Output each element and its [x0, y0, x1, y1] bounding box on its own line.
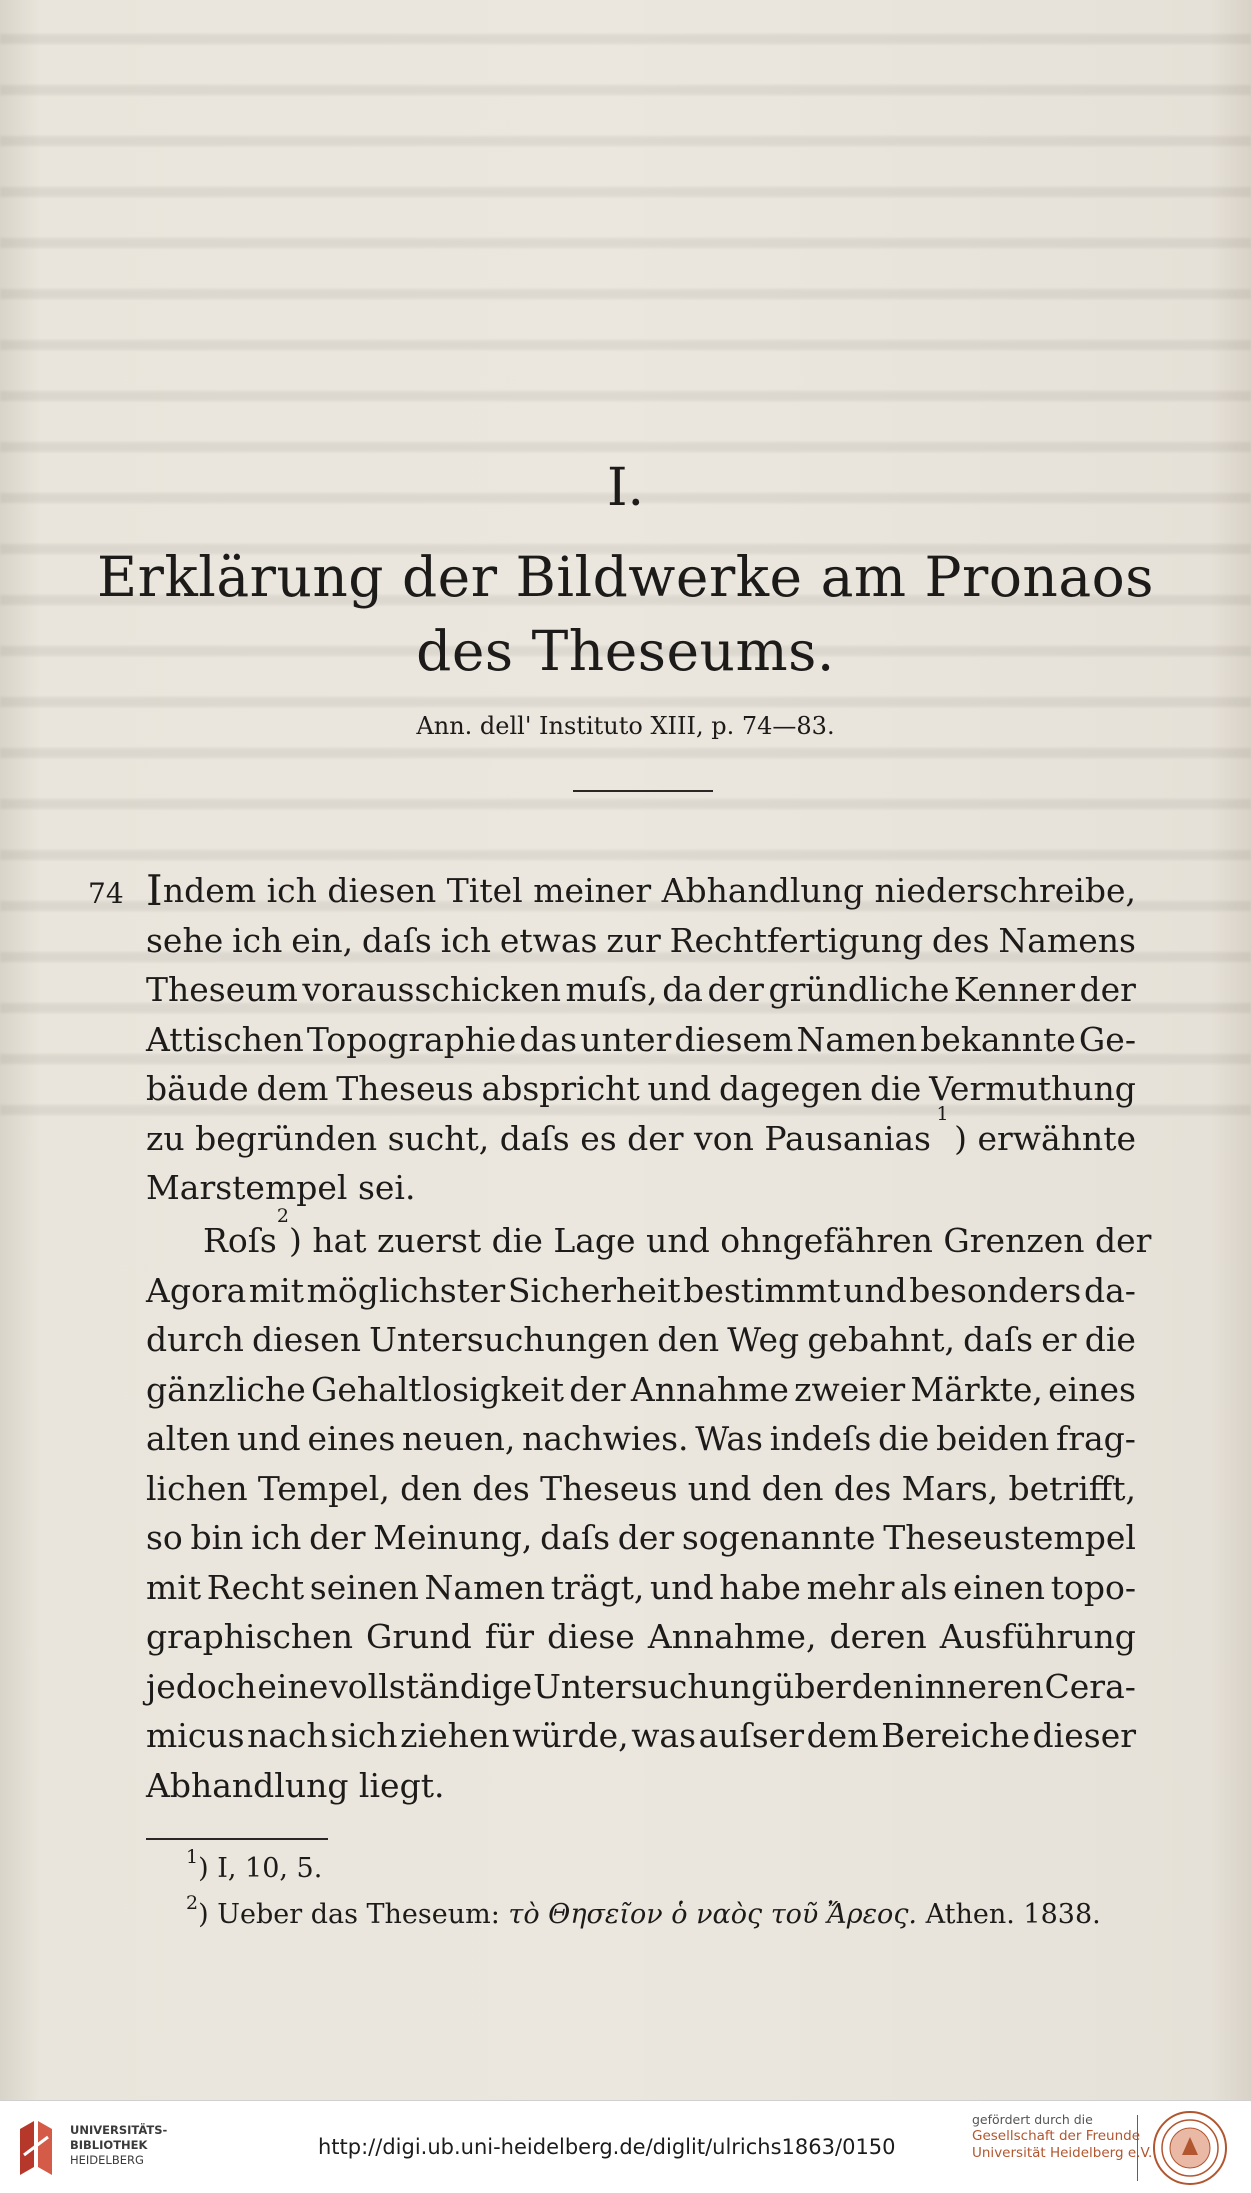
line-text: Roſs 2 ) hat zuerst die Lage und ohngefähren Grenzen der	[203, 1216, 1136, 1266]
text-line: micus nach sich ziehen würde, was auſser dem Bereiche dieser	[146, 1716, 1136, 1755]
funding-credit: gefördert durch die Gesellschaft der Freunde Universität Heidelberg e.V.	[972, 2112, 1153, 2161]
text-line	[146, 1205, 1152, 1266]
text-line: Theseum vorausschicken muſs, da der gründliche Kenner der	[146, 970, 1136, 1009]
title-divider	[573, 790, 713, 792]
text-line: lichen Tempel, den des Theseus und den des Mars, betrifft,	[146, 1468, 1136, 1508]
text-line: so bin ich der Meinung, daſs der sogenannte Theseustempel	[146, 1518, 1136, 1557]
ub-heidelberg-logo-icon	[14, 2115, 60, 2179]
line-text: I ndem ich diesen Titel meiner Abhandlung niederschreibe,	[146, 866, 1136, 915]
text-line: Abhandlung liegt.	[146, 1765, 445, 1805]
permalink-url[interactable]: http://digi.ub.uni-heidelberg.de/diglit/ulrichs1863/0150	[318, 2135, 896, 2159]
text-line	[146, 866, 1136, 916]
text-line: Attischen Topographie das unter diesem Namen bekannte Ge-	[146, 1019, 1136, 1059]
text-line: Agora mit möglichster Sicherheit bestimmt und besonders da-	[146, 1270, 1136, 1310]
footnote-divider	[146, 1838, 328, 1840]
university-seal-icon	[1151, 2109, 1229, 2187]
chapter-title-line-2: des Theseums.	[416, 619, 835, 683]
footnote-ref-2: 2	[276, 1205, 289, 1227]
line-text: zu begründen sucht, daſs es der von Pausanias 1 ) erwähnte	[146, 1114, 1136, 1164]
text-line: jedoch eine vollständige Untersuchung über den inneren Cera-	[146, 1666, 1136, 1706]
footnotes	[186, 1846, 1101, 1938]
footer-divider	[1137, 2115, 1138, 2181]
footnote-1: $^1$) I, 10, 5.	[186, 1846, 323, 1884]
text-line: graphischen Grund für diese Annahme, deren Ausführung	[146, 1617, 1136, 1656]
chapter-title-line-1: Erklärung der Bildwerke am Pronaos	[97, 545, 1154, 609]
paragraph-2	[146, 1205, 1152, 1810]
text-line: sehe ich ein, daſs ich etwas zur Rechtfertigung des Namens	[146, 920, 1136, 960]
text-line: durch diesen Untersuchungen den Weg gebahnt, daſs er die	[146, 1320, 1136, 1359]
library-name: UNIVERSITÄTS- BIBLIOTHEK HEIDELBERG	[70, 2123, 168, 2167]
text-line: alten und eines neuen, nachwies. Was indeſs die beiden frag-	[146, 1419, 1136, 1458]
greek-citation: τὸ Θησεῖον ὁ ναὸς τοῦ Ἄρεος.	[508, 1899, 918, 1930]
paragraph-1	[146, 866, 1136, 1213]
text-line: mit Recht seinen Namen trägt, und habe mehr als einen topo-	[146, 1567, 1136, 1607]
source-reference: Ann. dell' Instituto XIII, p. 74—83.	[416, 712, 835, 740]
footnote-ref-1: 1	[936, 1102, 949, 1125]
text-line: bäude dem Theseus abspricht und dagegen die Vermuthung	[146, 1069, 1136, 1108]
text-line: gänzliche Gehaltlosigkeit der Annahme zweier Märkte, eines	[146, 1369, 1136, 1409]
footnote-2: $^2$) Ueber das Theseum: τὸ Θησεῖον ὁ ναὸς τοῦ Ἄρεος. Athen. 1838.	[186, 1892, 1101, 1930]
text-line	[146, 1102, 1136, 1164]
section-numeral: I.	[606, 458, 645, 518]
margin-page-number: 74	[88, 877, 124, 910]
digitization-footer	[0, 2100, 1251, 2193]
text-line: Marstempel sei.	[146, 1168, 416, 1207]
drop-cap: I	[146, 866, 163, 915]
